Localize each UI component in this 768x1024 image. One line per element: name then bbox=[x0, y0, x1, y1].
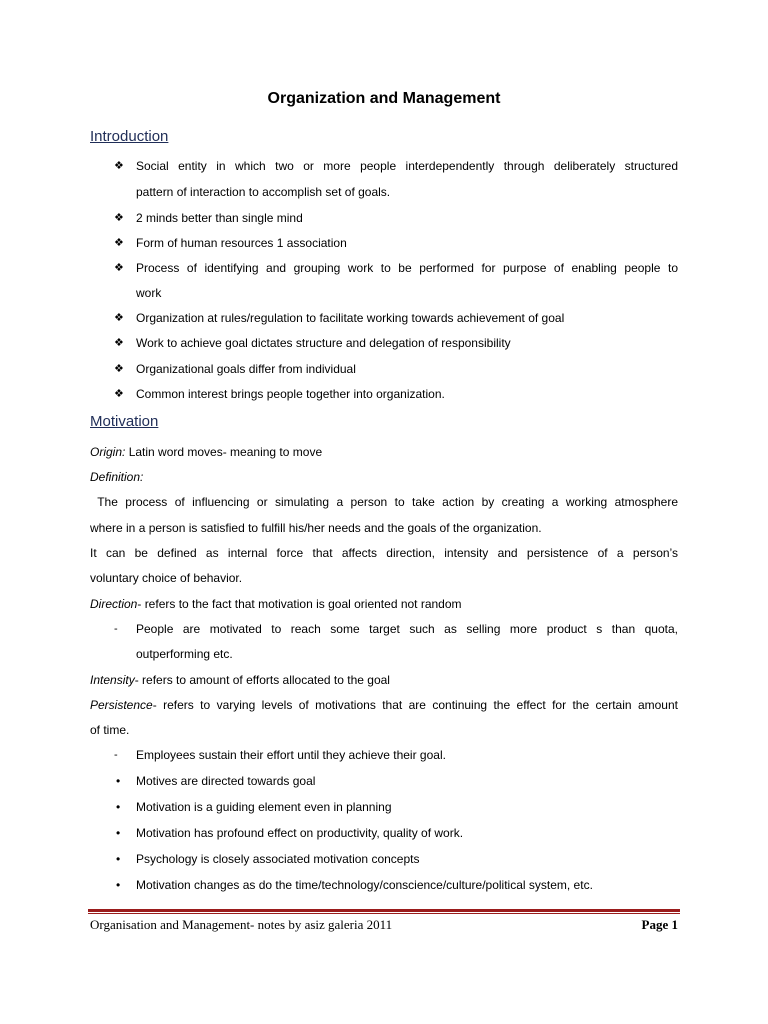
direction-line bbox=[90, 596, 678, 612]
dash-bullet-icon: - bbox=[114, 749, 118, 761]
intensity-text: - refers to amount of efforts allocated to the goal bbox=[134, 673, 390, 687]
origin-text: Latin word moves- meaning to move bbox=[128, 445, 323, 459]
diamond-bullet-icon: ❖ bbox=[114, 212, 124, 224]
list-item-text: Process of identifying and grouping work to be performed for purpose of enabling people to bbox=[136, 261, 678, 275]
origin-line bbox=[90, 444, 678, 460]
definition-text: The process of influencing or simulating a person to take action by creating a working atmosphere bbox=[90, 495, 678, 509]
list-item-text: Work to achieve goal dictates structure and delegation of responsibility bbox=[136, 336, 511, 350]
list-item-text: People are motivated to reach some target such as selling more product s than quota, bbox=[136, 622, 678, 636]
diamond-bullet-icon: ❖ bbox=[114, 160, 124, 172]
persistence-line bbox=[90, 697, 678, 713]
diamond-bullet-icon: ❖ bbox=[114, 237, 124, 249]
direction-label: Direction bbox=[90, 597, 138, 611]
page-title: Organization and Management bbox=[267, 90, 501, 107]
list-item-text: Organizational goals differ from individual bbox=[136, 362, 356, 376]
paragraph-text: voluntary choice of behavior. bbox=[90, 571, 243, 585]
intensity-label: Intensity bbox=[90, 673, 135, 687]
paragraph-text: It can be defined as internal force that affects direction, intensity and persistence of a person’s bbox=[90, 546, 678, 560]
list-item-text: outperforming etc. bbox=[136, 647, 233, 661]
diamond-bullet-icon: ❖ bbox=[114, 312, 124, 324]
list-item-text: 2 minds better than single mind bbox=[136, 211, 303, 225]
footer-rule-thin bbox=[88, 913, 680, 914]
list-item-text: Motives are directed towards goal bbox=[136, 774, 316, 788]
persistence-text: of time. bbox=[90, 723, 130, 737]
list-item-text: Motivation has profound effect on productivity, quality of work. bbox=[136, 826, 464, 840]
list-item-text: Organization at rules/regulation to facilitate working towards achievement of goal bbox=[136, 311, 565, 325]
list-item-text: work bbox=[136, 286, 162, 300]
diamond-bullet-icon: ❖ bbox=[114, 388, 124, 400]
section-heading-introduction: Introduction bbox=[90, 128, 169, 145]
list-item-text: pattern of interaction to accomplish set of goals. bbox=[136, 185, 391, 199]
list-item-text: Form of human resources 1 association bbox=[136, 236, 347, 250]
footer-rule bbox=[88, 909, 680, 912]
diamond-bullet-icon: ❖ bbox=[114, 337, 124, 349]
dash-bullet-icon: - bbox=[114, 623, 118, 635]
round-bullet-icon: • bbox=[116, 826, 121, 840]
list-item-text: Employees sustain their effort until they achieve their goal. bbox=[136, 748, 446, 762]
intensity-line bbox=[90, 672, 678, 688]
diamond-bullet-icon: ❖ bbox=[114, 363, 124, 375]
diamond-bullet-icon: ❖ bbox=[114, 262, 124, 274]
origin-label: Origin: bbox=[90, 445, 126, 459]
list-item-text: Common interest brings people together into organization. bbox=[136, 387, 445, 401]
persistence-text: - refers to varying levels of motivations that are continuing the effect for the certain amount bbox=[152, 698, 678, 712]
definition-text: where in a person is satisfied to fulfill his/her needs and the goals of the organization. bbox=[90, 521, 542, 535]
list-item-text: Psychology is closely associated motivation concepts bbox=[136, 852, 420, 866]
list-item-text: Motivation is a guiding element even in planning bbox=[136, 800, 392, 814]
round-bullet-icon: • bbox=[116, 800, 121, 814]
round-bullet-icon: • bbox=[116, 774, 121, 788]
list-item-text: Motivation changes as do the time/technology/conscience/culture/political system, etc. bbox=[136, 878, 593, 892]
persistence-label: Persistence bbox=[90, 698, 153, 712]
definition-label: Definition: bbox=[90, 470, 144, 484]
direction-text: - refers to the fact that motivation is goal oriented not random bbox=[137, 597, 462, 611]
list-item-text: Social entity in which two or more people interdependently through deliberately structured bbox=[136, 159, 678, 173]
section-heading-motivation: Motivation bbox=[90, 413, 159, 430]
page-number: Page 1 bbox=[641, 917, 678, 932]
round-bullet-icon: • bbox=[116, 878, 121, 892]
round-bullet-icon: • bbox=[116, 852, 121, 866]
footer-text: Organisation and Management- notes by asiz galeria 2011 bbox=[90, 917, 393, 932]
